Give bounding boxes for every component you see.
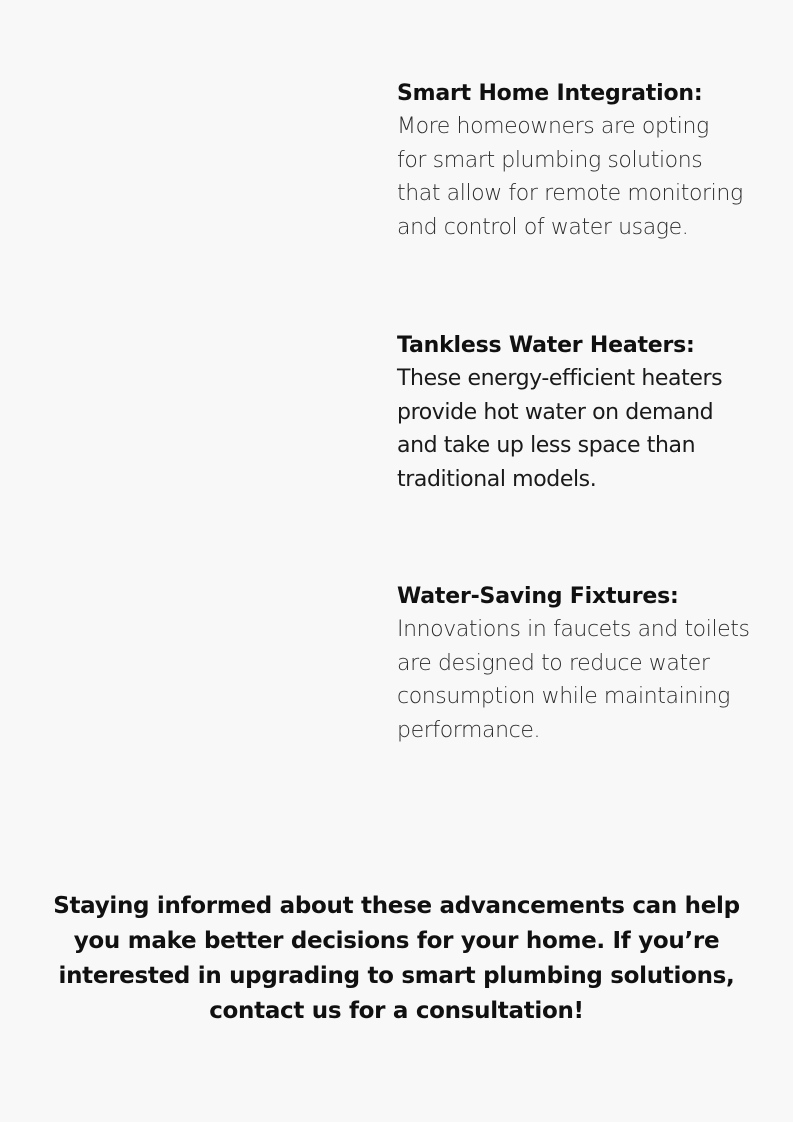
closing-line: Staying informed about these advancements can help — [53, 893, 740, 919]
closing-line: you make better decisions for your home. If you’re — [73, 928, 720, 954]
section-smart-home-integration — [397, 78, 777, 244]
body-line: for smart plumbing solutions — [397, 147, 703, 173]
section-water-saving-fixtures — [397, 581, 777, 747]
body-line: More homeowners are opting — [397, 114, 709, 139]
body-line: consumption while maintaining — [397, 684, 730, 709]
closing-call-to-action — [30, 889, 763, 1029]
closing-line: interested in upgrading to smart plumbing solutions, — [58, 963, 735, 989]
section-heading: Smart Home Integration: — [397, 81, 703, 106]
body-line: performance. — [397, 717, 541, 743]
closing-line: contact us for a consultation! — [209, 998, 584, 1024]
section-body — [397, 362, 777, 496]
body-line: and control of water usage. — [397, 214, 689, 240]
body-line: are designed to reduce water — [397, 650, 710, 676]
section-body — [397, 613, 777, 747]
body-line: traditional models. — [397, 466, 597, 492]
body-line: provide hot water on demand — [397, 399, 714, 425]
section-tankless-water-heaters — [397, 330, 777, 496]
body-line: and take up less space than — [397, 433, 696, 458]
body-line: Innovations in faucets and toilets — [397, 617, 750, 642]
section-body — [397, 110, 777, 244]
section-heading: Tankless Water Heaters: — [397, 333, 695, 358]
body-line: These energy-efficient heaters — [397, 366, 723, 391]
body-line: that allow for remote monitoring — [397, 181, 743, 206]
section-heading: Water-Saving Fixtures: — [397, 584, 679, 609]
